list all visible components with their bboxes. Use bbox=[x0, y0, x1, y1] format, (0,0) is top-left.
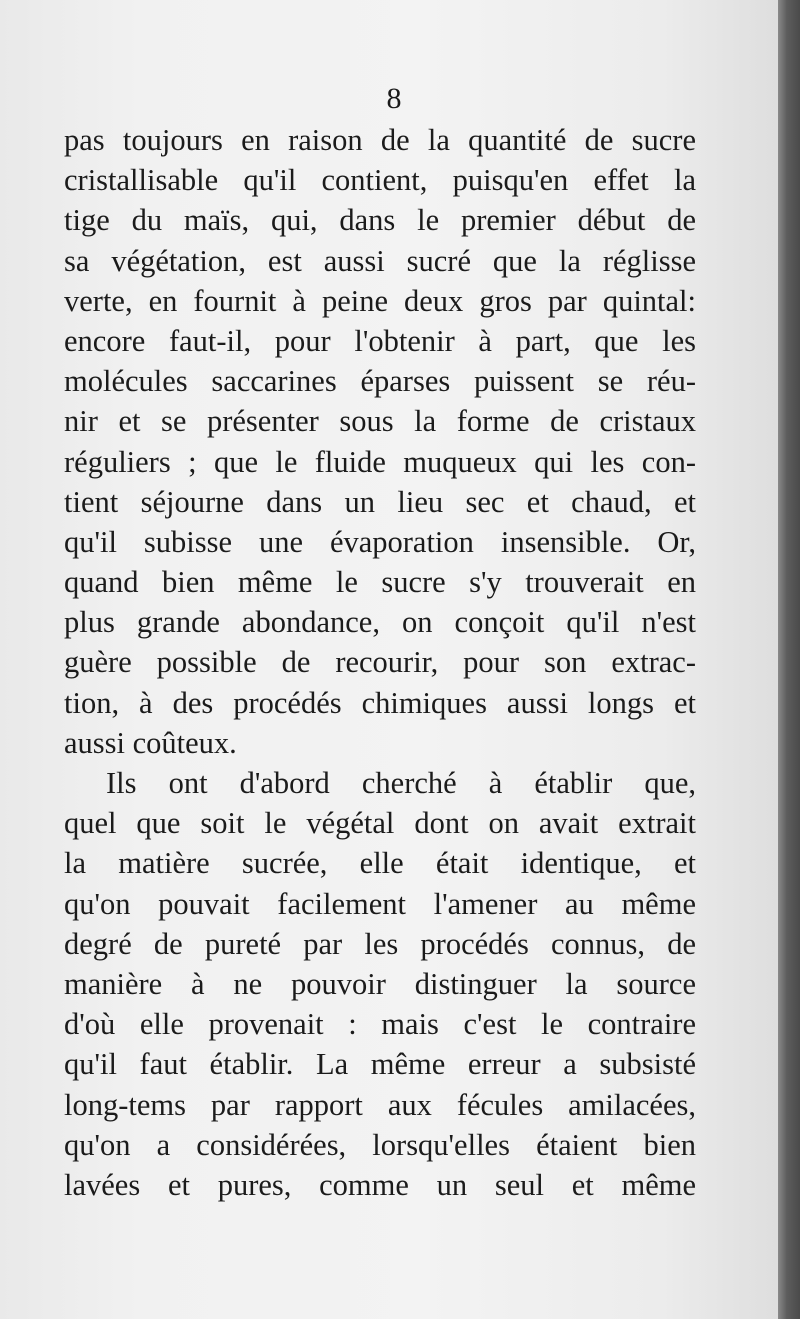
body-text bbox=[64, 120, 696, 1205]
text-line: cristallisable qu'il contient, puisqu'en effet la bbox=[64, 163, 696, 198]
text-line: manière à ne pouvoir distinguer la source bbox=[64, 966, 696, 1001]
text-line: d'où elle provenait : mais c'est le contraire bbox=[64, 1007, 696, 1042]
text-line: sa végétation, est aussi sucré que la réglisse bbox=[64, 243, 696, 278]
text-line: quel que soit le végétal dont on avait extrait bbox=[64, 806, 696, 841]
text-line: encore faut-il, pour l'obtenir à part, que les bbox=[64, 323, 696, 358]
text-line: Ils ont d'abord cherché à établir que, bbox=[106, 766, 696, 800]
text-line: pas toujours en raison de la quantité de sucre bbox=[64, 123, 696, 157]
text-line: lavées et pures, comme un seul et même bbox=[64, 1167, 696, 1202]
text-line: qu'on a considérées, lorsqu'elles étaient bien bbox=[64, 1127, 696, 1162]
text-line: qu'il faut établir. La même erreur a subsisté bbox=[64, 1047, 696, 1082]
paragraph-2 bbox=[64, 763, 696, 1205]
text-line: molécules saccarines éparses puissent se réu- bbox=[64, 364, 696, 399]
page-number: 8 bbox=[386, 82, 402, 115]
text-line: quand bien même le sucre s'y trouverait en bbox=[64, 565, 696, 600]
text-line: verte, en fournit à peine deux gros par quintal: bbox=[64, 283, 696, 318]
paragraph-1 bbox=[64, 120, 696, 763]
text-line: tient séjourne dans un lieu sec et chaud, et bbox=[64, 484, 696, 519]
text-line: nir et se présenter sous la forme de cristaux bbox=[64, 404, 696, 439]
text-line: degré de pureté par les procédés connus, de bbox=[64, 926, 696, 961]
text-line: qu'on pouvait facilement l'amener au même bbox=[64, 886, 696, 921]
text-line: guère possible de recourir, pour son extrac- bbox=[64, 645, 696, 680]
text-line: long-tems par rapport aux fécules amilacées, bbox=[64, 1087, 696, 1122]
text-line: la matière sucrée, elle était identique, et bbox=[64, 846, 696, 881]
text-line: tige du maïs, qui, dans le premier début de bbox=[64, 203, 696, 238]
text-line: qu'il subisse une évaporation insensible. Or, bbox=[64, 524, 696, 559]
text-line: réguliers ; que le fluide muqueux qui les con- bbox=[64, 444, 696, 479]
page-edge-shadow bbox=[778, 0, 800, 1319]
text-line: aussi coûteux. bbox=[64, 725, 237, 760]
text-line: plus grande abondance, on conçoit qu'il n'est bbox=[64, 605, 696, 640]
text-line: tion, à des procédés chimiques aussi longs et bbox=[64, 685, 696, 720]
